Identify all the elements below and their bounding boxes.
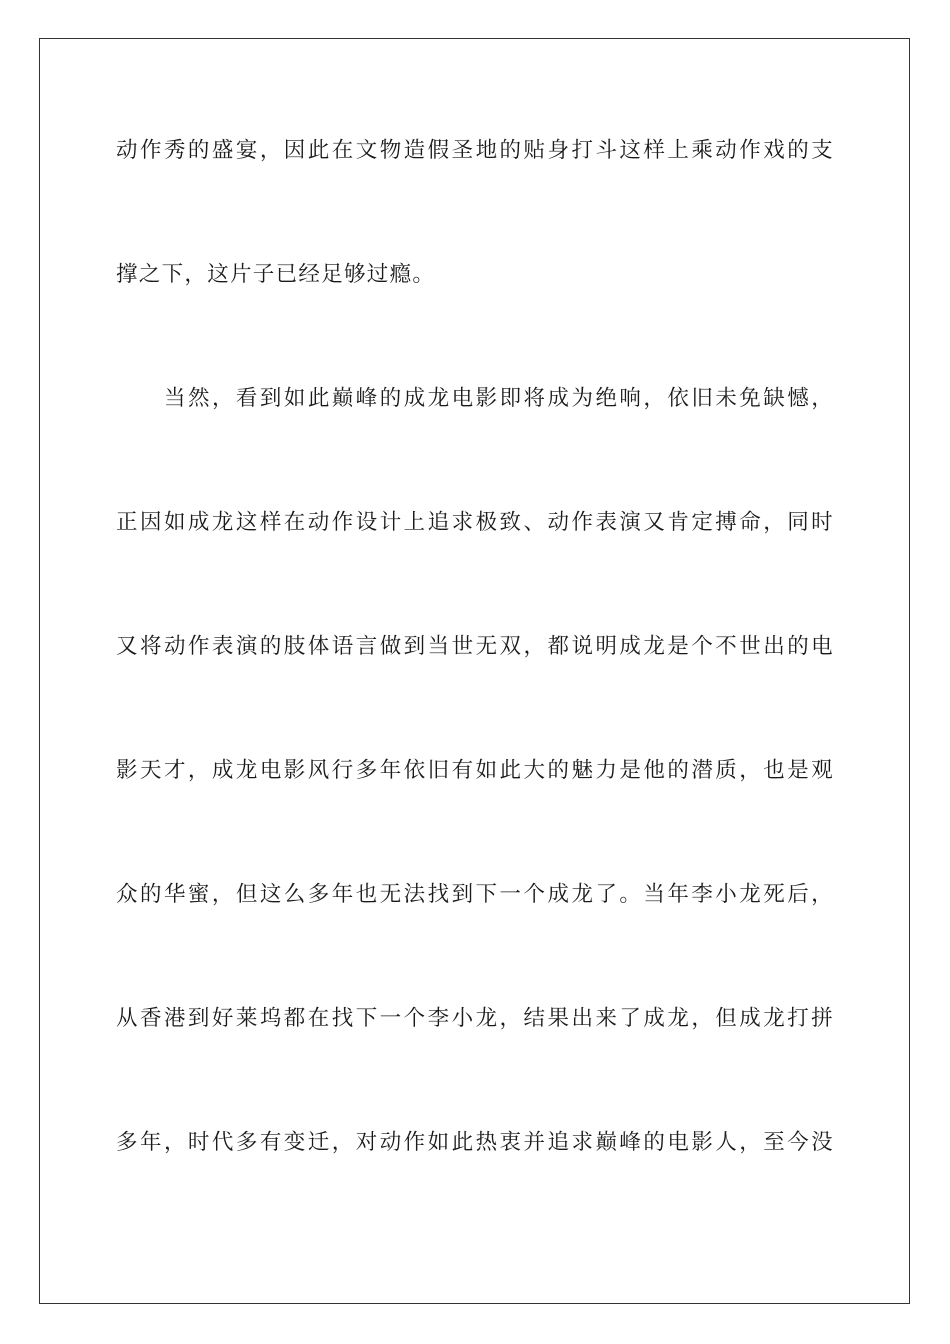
paragraph-line: 又将动作表演的肢体语言做到当世无双，都说明成龙是个不世出的电 <box>116 634 834 659</box>
paragraph-line: 众的华蜜，但这么多年也无法找到下一个成龙了。当年李小龙死后， <box>116 882 834 907</box>
paragraph-line: 正因如成龙这样在动作设计上追求极致、动作表演又肯定搏命，同时 <box>116 510 834 535</box>
paragraph-line: 从香港到好莱坞都在找下一个李小龙，结果出来了成龙，但成龙打拼 <box>116 1006 834 1031</box>
paragraph-line: 动作秀的盛宴，因此在文物造假圣地的贴身打斗这样上乘动作戏的支 <box>116 138 834 163</box>
paragraph-line: 撑之下，这片子已经足够过瘾。 <box>116 262 436 287</box>
paragraph-line: 当然，看到如此巅峰的成龙电影即将成为绝响，依旧未免缺憾， <box>164 386 834 411</box>
paragraph-line: 影天才，成龙电影风行多年依旧有如此大的魅力是他的潜质，也是观 <box>116 758 834 783</box>
page-border <box>39 38 910 1304</box>
paragraph-line: 多年，时代多有变迁，对动作如此热衷并追求巅峰的电影人，至今没 <box>116 1130 834 1155</box>
